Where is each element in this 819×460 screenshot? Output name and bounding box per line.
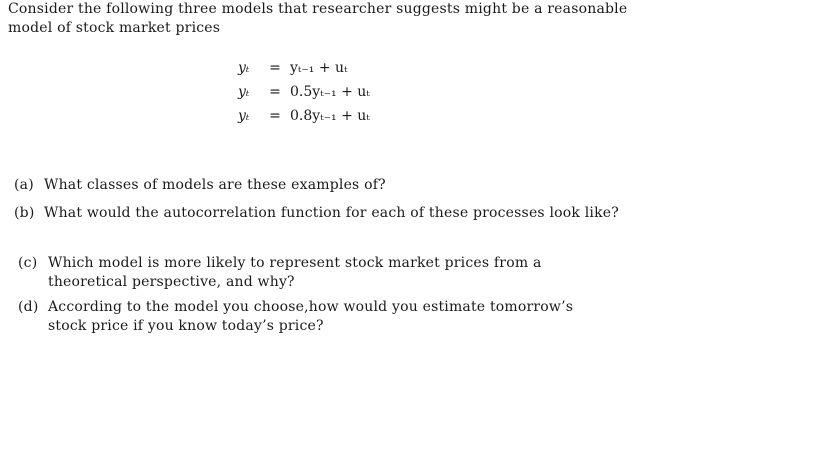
question-a	[14, 176, 386, 195]
question-b	[14, 204, 619, 223]
question-label: (d)	[18, 299, 39, 315]
equation-rhs: 0.5yₜ₋₁ + uₜ	[290, 84, 370, 100]
equation-lhs: yₜ	[238, 84, 250, 100]
question-text: According to the model you choose,how would you estimate tomorrow’s stock price if you know today’s price?	[48, 299, 574, 334]
question-d	[18, 298, 618, 336]
equation-block	[238, 56, 370, 128]
question-label: (a)	[14, 177, 34, 193]
question-text: What classes of models are these examples of?	[44, 177, 386, 193]
equation-lhs: yₜ	[238, 60, 250, 76]
equation-rhs: 0.8yₜ₋₁ + uₜ	[290, 108, 370, 124]
intro-paragraph: Consider the following three models that researcher suggests might be a reasonable model of stock market prices	[8, 1, 628, 36]
equals-sign: =	[269, 108, 281, 124]
question-label: (b)	[14, 205, 35, 221]
equals-sign: =	[269, 60, 281, 76]
question-label: (c)	[18, 255, 38, 271]
question-text: Which model is more likely to represent stock market prices from a theoretical perspective, and why?	[48, 255, 542, 290]
equation-1	[238, 56, 370, 80]
equation-3	[238, 104, 370, 128]
equation-2	[238, 80, 370, 104]
question-c	[18, 254, 618, 292]
question-text: What would the autocorrelation function for each of these processes look like?	[44, 205, 619, 221]
equals-sign: =	[269, 84, 281, 100]
equation-lhs: yₜ	[238, 108, 250, 124]
equation-rhs: yₜ₋₁ + uₜ	[290, 60, 348, 76]
